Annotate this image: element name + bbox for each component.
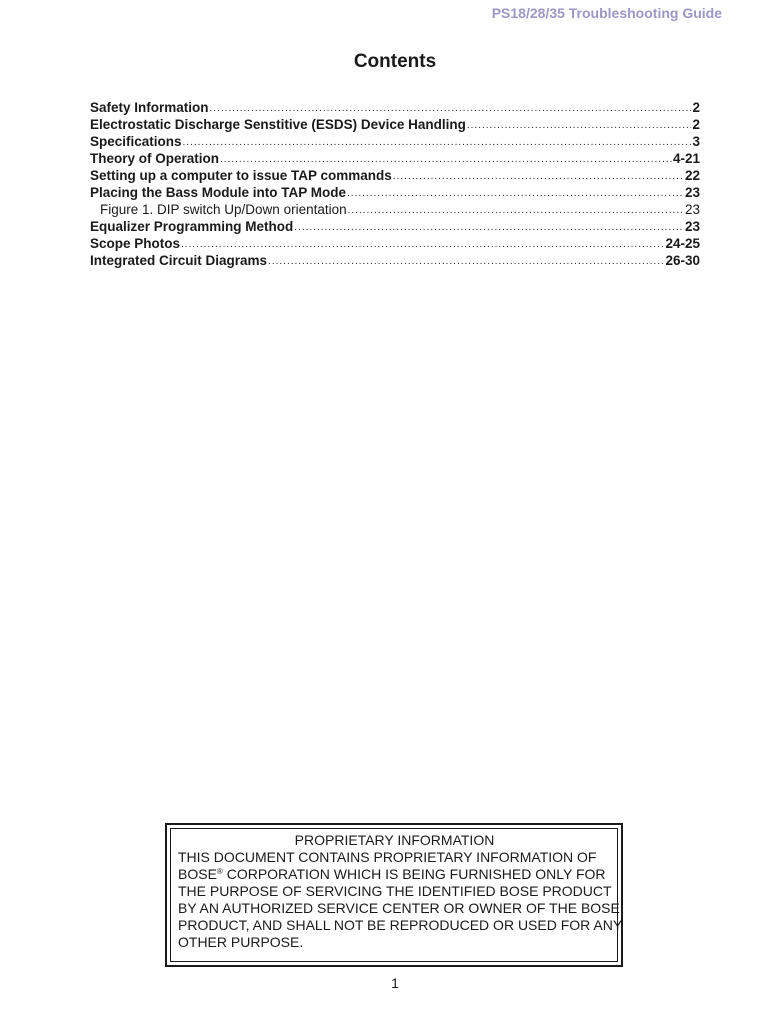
toc-entry-page: 2 <box>692 117 700 132</box>
toc-entry-integrated-circuit-diagrams[interactable] <box>90 252 700 269</box>
toc-entry-page: 3 <box>692 134 700 149</box>
toc-entry-tap-mode[interactable] <box>90 184 700 201</box>
toc-entry-title: Equalizer Programming Method <box>90 219 294 234</box>
dot-leader <box>348 202 684 219</box>
toc-entry-title: Placing the Bass Module into TAP Mode <box>90 185 347 200</box>
toc-entry-theory-of-operation[interactable] <box>90 150 700 167</box>
toc-entry-esds-device-handling[interactable] <box>90 116 700 133</box>
page-number: 1 <box>391 975 399 991</box>
notice-line: THIS DOCUMENT CONTAINS PROPRIETARY INFORMATION OF <box>178 849 597 865</box>
toc-entry-title: Theory of Operation <box>90 151 220 166</box>
toc-entry-title: Electrostatic Discharge Senstitive (ESDS) Device Handling <box>90 117 466 132</box>
toc-entry-page: 22 <box>684 168 700 183</box>
toc-entry-page: 23 <box>684 185 700 200</box>
toc-entry-safety-information[interactable] <box>90 99 700 116</box>
toc-entry-title: Scope Photos <box>90 236 181 251</box>
toc-entry-page: 4-21 <box>672 151 700 166</box>
toc-entry-title: Specifications <box>90 134 182 149</box>
toc-entry-specifications[interactable] <box>90 133 700 150</box>
toc-entry-page: 26-30 <box>665 253 700 268</box>
dot-leader <box>210 100 692 117</box>
notice-line: PRODUCT, AND SHALL NOT BE REPRODUCED OR USED FOR ANY <box>178 917 623 933</box>
toc-entry-page: 24-25 <box>665 236 700 251</box>
toc-entry-page: 23 <box>684 202 700 217</box>
toc-entry-title: Safety Information <box>90 100 209 115</box>
registered-trademark-mark: ® <box>216 867 223 876</box>
dot-leader <box>181 236 664 253</box>
toc-entry-figure-1[interactable] <box>90 201 700 218</box>
running-header: PS18/28/35 Troubleshooting Guide <box>491 5 722 21</box>
toc-entry-tap-commands-setup[interactable] <box>90 167 700 184</box>
contents-title: Contents <box>353 51 437 72</box>
toc-entry-title: Integrated Circuit Diagrams <box>90 253 268 268</box>
notice-line: BY AN AUTHORIZED SERVICE CENTER OR OWNER OF THE BOSE <box>178 900 620 916</box>
notice-line: OTHER PURPOSE. <box>178 934 304 950</box>
toc-entry-title: Setting up a computer to issue TAP commands <box>90 168 392 183</box>
dot-leader <box>183 134 692 151</box>
notice-brand: BOSE <box>178 866 217 882</box>
toc-entry-equalizer-programming[interactable] <box>90 218 700 235</box>
dot-leader <box>347 185 684 202</box>
notice-line <box>178 866 611 883</box>
notice-line-text: CORPORATION WHICH IS BEING FURNISHED ONLY FOR <box>222 866 606 882</box>
proprietary-notice-inner-border <box>170 828 623 962</box>
dot-leader <box>393 168 684 185</box>
toc-entry-scope-photos[interactable] <box>90 235 700 252</box>
dot-leader <box>467 117 692 134</box>
notice-heading: PROPRIETARY INFORMATION <box>294 832 495 848</box>
toc-entry-page: 23 <box>684 219 700 234</box>
toc-entry-page: 2 <box>692 100 700 115</box>
proprietary-notice-box <box>165 823 623 967</box>
notice-line: THE PURPOSE OF SERVICING THE IDENTIFIED BOSE PRODUCT <box>178 883 612 899</box>
table-of-contents <box>90 99 700 269</box>
dot-leader <box>268 253 664 270</box>
dot-leader <box>294 219 684 236</box>
dot-leader <box>220 151 672 168</box>
toc-entry-title: Figure 1. DIP switch Up/Down orientation <box>100 202 347 217</box>
